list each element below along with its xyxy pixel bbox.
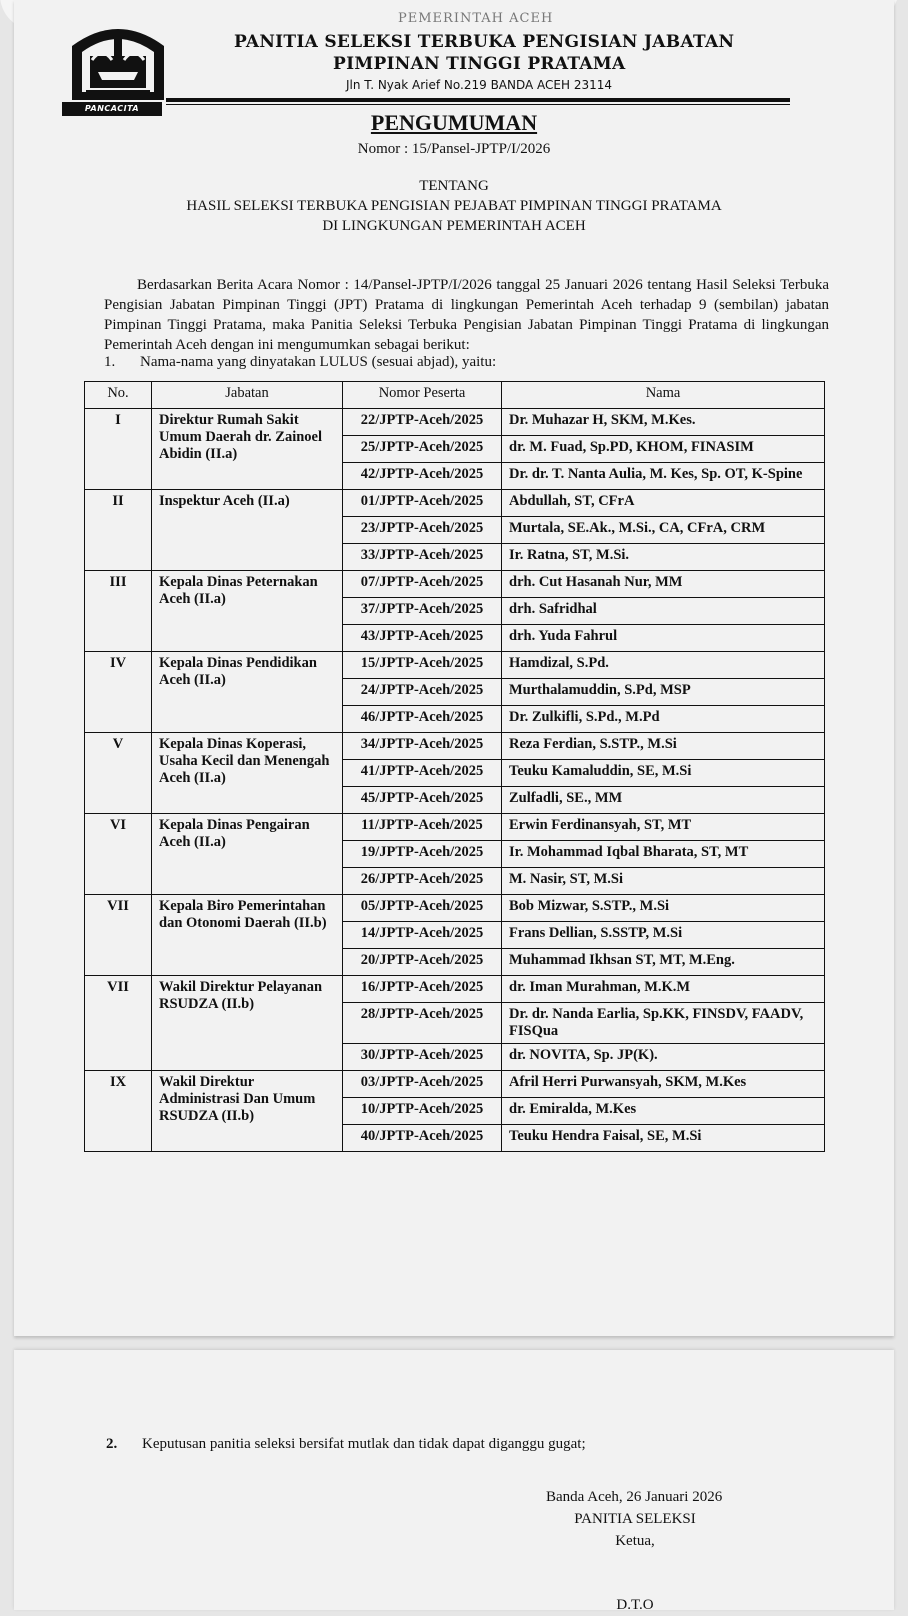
participant-number: 16/JPTP-Aceh/2025	[343, 976, 502, 1003]
table-row	[85, 976, 825, 1003]
table-row	[85, 490, 825, 517]
table-row	[85, 571, 825, 598]
signature-dto: D.T.O	[616, 1597, 654, 1613]
participant-number: 24/JPTP-Aceh/2025	[343, 679, 502, 706]
participant-number: 01/JPTP-Aceh/2025	[343, 490, 502, 517]
participant-name: Teuku Kamaluddin, SE, M.Si	[502, 760, 825, 787]
group-number: IV	[85, 652, 152, 733]
participant-name: Abdullah, ST, CFrA	[502, 490, 825, 517]
group-number: IX	[85, 1071, 152, 1152]
group-number: V	[85, 733, 152, 814]
participant-number: 25/JPTP-Aceh/2025	[343, 436, 502, 463]
group-number: VI	[85, 814, 152, 895]
signature-block	[520, 1486, 750, 1616]
list-item-1-number: 1.	[104, 354, 116, 370]
participant-number: 33/JPTP-Aceh/2025	[343, 544, 502, 571]
participant-number: 22/JPTP-Aceh/2025	[343, 409, 502, 436]
group-number: II	[85, 490, 152, 571]
intro-paragraph: Berdasarkan Berita Acara Nomor : 14/Pansel-JPTP/I/2026 tanggal 25 Januari 2026 tentang Hasil Seleksi Terbuka Pengisian Jabatan Pimpinan Tinggi (JPT) Pratama di lingkungan Pemerintah Aceh terhadap 9 (sembilan) jabatan Pimpinan Tinggi Pratama, maka Panitia Seleksi Terbuka Pengisian Jabatan Pimpinan Tinggi Pratama di lingkungan Pemerintah Aceh dengan ini mengumumkan sebagai berikut:	[104, 277, 829, 353]
group-position: Wakil Direktur Administrasi Dan Umum RSUDZA (II.b)	[152, 1071, 343, 1152]
group-position: Kepala Biro Pemerintahan dan Otonomi Daerah (II.b)	[152, 895, 343, 976]
results-table	[84, 381, 825, 1152]
aceh-emblem-icon	[62, 16, 174, 116]
participant-name: Ir. Mohammad Iqbal Bharata, ST, MT	[502, 841, 825, 868]
participant-name: Dr. dr. T. Nanta Aulia, M. Kes, Sp. OT, K-Spine	[502, 463, 825, 490]
participant-number: 11/JPTP-Aceh/2025	[343, 814, 502, 841]
participant-name: dr. Iman Murahman, M.K.M	[502, 976, 825, 1003]
participant-name: Zulfadli, SE., MM	[502, 787, 825, 814]
participant-number: 14/JPTP-Aceh/2025	[343, 922, 502, 949]
group-number: VII	[85, 895, 152, 976]
participant-number: 15/JPTP-Aceh/2025	[343, 652, 502, 679]
participant-number: 34/JPTP-Aceh/2025	[343, 733, 502, 760]
table-row	[85, 1071, 825, 1098]
participant-name: Hamdizal, S.Pd.	[502, 652, 825, 679]
announcement-number: Nomor : 15/Pansel-JPTP/I/2026	[357, 141, 551, 157]
group-position: Kepala Dinas Pendidikan Aceh (II.a)	[152, 652, 343, 733]
participant-number: 26/JPTP-Aceh/2025	[343, 868, 502, 895]
announcement-about: TENTANG	[419, 178, 489, 194]
table-row	[85, 652, 825, 679]
participant-name: Murthalamuddin, S.Pd, MSP	[502, 679, 825, 706]
letterhead-committee-line2: PIMPINAN TINGGI PRATAMA	[333, 54, 626, 74]
header-no: No.	[85, 382, 152, 409]
participant-name: drh. Safridhal	[502, 598, 825, 625]
header-nomor-peserta: Nomor Peserta	[343, 382, 502, 409]
signature-place-date: Banda Aceh, 26 Januari 2026	[546, 1489, 723, 1505]
table-row	[85, 733, 825, 760]
participant-name: M. Nasir, ST, M.Si	[502, 868, 825, 895]
participant-name: dr. M. Fuad, Sp.PD, KHOM, FINASIM	[502, 436, 825, 463]
group-position: Kepala Dinas Peternakan Aceh (II.a)	[152, 571, 343, 652]
participant-number: 42/JPTP-Aceh/2025	[343, 463, 502, 490]
participant-number: 19/JPTP-Aceh/2025	[343, 841, 502, 868]
table-row	[85, 895, 825, 922]
group-position: Wakil Direktur Pelayanan RSUDZA (II.b)	[152, 976, 343, 1071]
participant-name: Dr. Zulkifli, S.Pd., M.Pd	[502, 706, 825, 733]
group-number: I	[85, 409, 152, 490]
participant-number: 05/JPTP-Aceh/2025	[343, 895, 502, 922]
logo-caption: PANCACITA	[62, 102, 162, 116]
group-position: Direktur Rumah Sakit Umum Daerah dr. Zainoel Abidin (II.a)	[152, 409, 343, 490]
letterhead-rule-thin	[166, 104, 790, 105]
participant-number: 03/JPTP-Aceh/2025	[343, 1071, 502, 1098]
document-page-2	[14, 1350, 894, 1613]
participant-number: 20/JPTP-Aceh/2025	[343, 949, 502, 976]
aceh-emblem-logo	[62, 16, 174, 116]
announcement-title: PENGUMUMAN	[370, 110, 538, 135]
group-number: III	[85, 571, 152, 652]
letterhead-address: Jln T. Nyak Arief No.219 BANDA ACEH 23114	[346, 78, 613, 92]
participant-name: drh. Cut Hasanah Nur, MM	[502, 571, 825, 598]
participant-name: Ir. Ratna, ST, M.Si.	[502, 544, 825, 571]
participant-name: Dr. dr. Nanda Earlia, Sp.KK, FINSDV, FAADV, FISQua	[502, 1003, 825, 1044]
list-item-2-text: Keputusan panitia seleksi bersifat mutlak dan tidak dapat diganggu gugat;	[142, 1436, 586, 1452]
participant-name: Frans Dellian, S.SSTP, M.Si	[502, 922, 825, 949]
participant-number: 43/JPTP-Aceh/2025	[343, 625, 502, 652]
signature-committee: PANITIA SELEKSI	[574, 1511, 696, 1527]
participant-name: Reza Ferdian, S.STP., M.Si	[502, 733, 825, 760]
participant-number: 07/JPTP-Aceh/2025	[343, 571, 502, 598]
table-header-row	[85, 382, 825, 409]
participant-name: dr. NOVITA, Sp. JP(K).	[502, 1044, 825, 1071]
group-number: VII	[85, 976, 152, 1071]
header-nama: Nama	[502, 382, 825, 409]
participant-name: Bob Mizwar, S.STP., M.Si	[502, 895, 825, 922]
participant-name: drh. Yuda Fahrul	[502, 625, 825, 652]
participant-name: Murtala, SE.Ak., M.Si., CA, CFrA, CRM	[502, 517, 825, 544]
participant-number: 46/JPTP-Aceh/2025	[343, 706, 502, 733]
header-jabatan: Jabatan	[152, 382, 343, 409]
letterhead-government: PEMERINTAH ACEH	[398, 11, 554, 26]
document-page-1	[14, 0, 894, 1336]
participant-name: Dr. Muhazar H, SKM, M.Kes.	[502, 409, 825, 436]
announcement-subject-line1: HASIL SELEKSI TERBUKA PENGISIAN PEJABAT PIMPINAN TINGGI PRATAMA	[186, 198, 722, 214]
group-position: Kepala Dinas Koperasi, Usaha Kecil dan Menengah Aceh (II.a)	[152, 733, 343, 814]
letterhead-committee: PANITIA SELEKSI TERBUKA PENGISIAN JABATAN	[234, 32, 735, 52]
participant-number: 23/JPTP-Aceh/2025	[343, 517, 502, 544]
participant-number: 28/JPTP-Aceh/2025	[343, 1003, 502, 1044]
announcement-subject-line2: DI LINGKUNGAN PEMERINTAH ACEH	[322, 218, 586, 234]
participant-number: 40/JPTP-Aceh/2025	[343, 1125, 502, 1152]
list-item-2	[106, 1436, 586, 1453]
participant-number: 45/JPTP-Aceh/2025	[343, 787, 502, 814]
participant-name: Teuku Hendra Faisal, SE, M.Si	[502, 1125, 825, 1152]
participant-name: Afril Herri Purwansyah, SKM, M.Kes	[502, 1071, 825, 1098]
participant-number: 30/JPTP-Aceh/2025	[343, 1044, 502, 1071]
table-row	[85, 409, 825, 436]
group-position: Kepala Dinas Pengairan Aceh (II.a)	[152, 814, 343, 895]
participant-number: 37/JPTP-Aceh/2025	[343, 598, 502, 625]
group-position: Inspektur Aceh (II.a)	[152, 490, 343, 571]
signature-role: Ketua,	[615, 1533, 655, 1549]
participant-number: 10/JPTP-Aceh/2025	[343, 1098, 502, 1125]
participant-name: Erwin Ferdinansyah, ST, MT	[502, 814, 825, 841]
letterhead-rule-thick	[166, 98, 790, 102]
participant-name: Muhammad Ikhsan ST, MT, M.Eng.	[502, 949, 825, 976]
table-row	[85, 814, 825, 841]
list-item-1	[104, 354, 496, 371]
list-item-1-text: Nama-nama yang dinyatakan LULUS (sesuai abjad), yaitu:	[140, 354, 497, 370]
list-item-2-number: 2.	[106, 1436, 118, 1452]
participant-number: 41/JPTP-Aceh/2025	[343, 760, 502, 787]
participant-name: dr. Emiralda, M.Kes	[502, 1098, 825, 1125]
